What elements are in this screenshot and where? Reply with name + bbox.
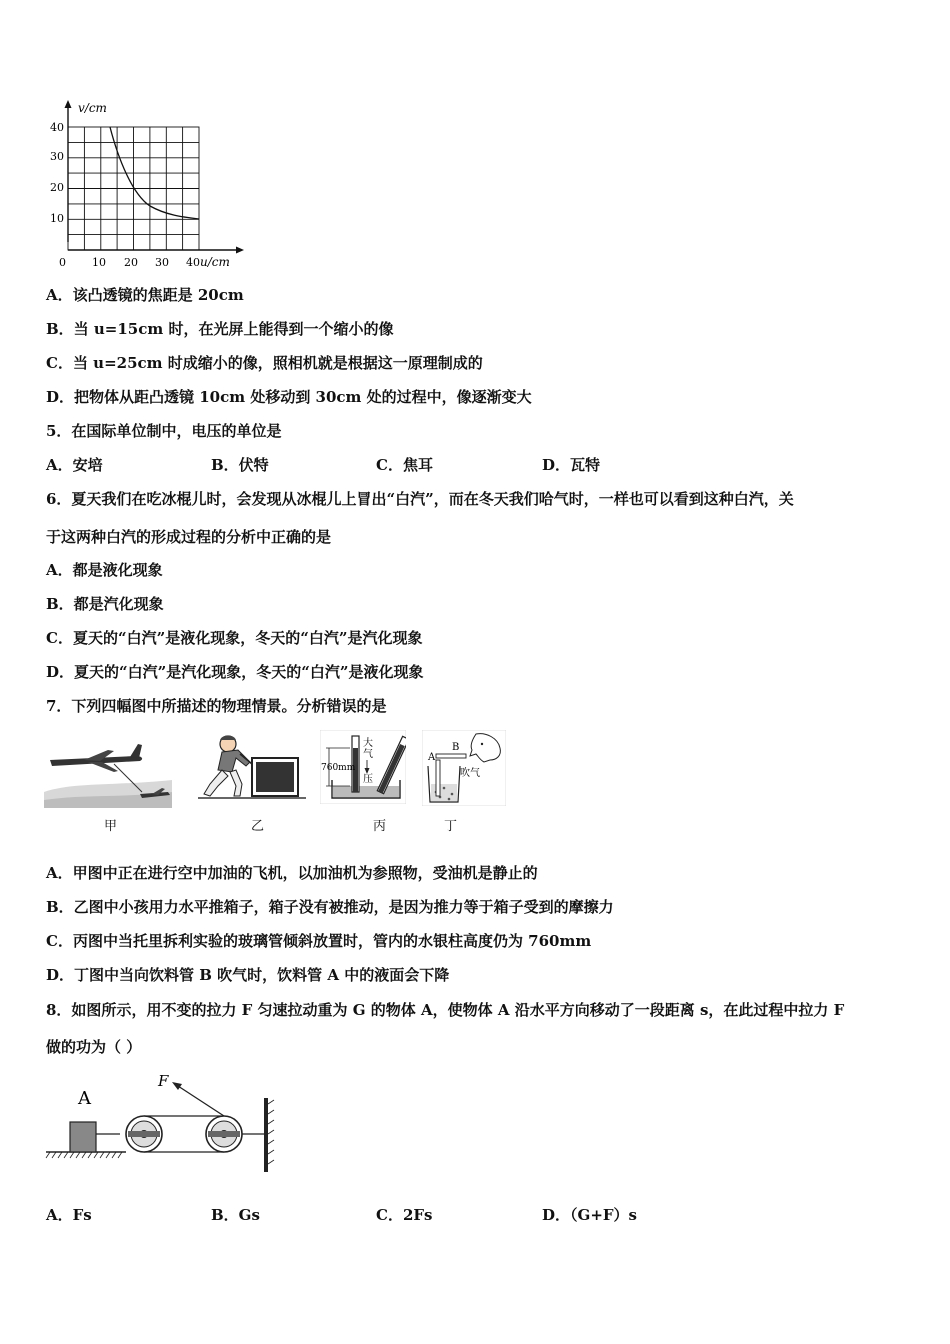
- q6-stem-line2: 于这两种白汽的形成过程的分析中正确的是: [46, 528, 332, 546]
- block-a: [70, 1122, 96, 1152]
- q8-option-b: B．Gs: [211, 1206, 260, 1224]
- y-axis-label: v/cm: [78, 101, 107, 115]
- fig-q8-pulley: [44, 1070, 276, 1174]
- q5-stem: 5．在国际单位制中，电压的单位是: [46, 422, 282, 440]
- svg-text:大: 大: [363, 738, 373, 749]
- q4-option-a: A．该凸透镜的焦距是 20cm: [46, 286, 244, 304]
- grid: [68, 127, 199, 250]
- ding-label-a: A: [428, 752, 436, 763]
- bing-height-label: 760mm: [321, 763, 356, 773]
- y-tick-20: 20: [50, 181, 64, 194]
- q8-option-c: C．2Fs: [376, 1206, 433, 1224]
- q8-stem-line1: 8．如图所示，用不变的拉力 F 匀速拉动重为 G 的物体 A，使物体 A 沿水平方向移动了一段距离 s，在此过程中拉力 F: [46, 1001, 845, 1019]
- y-tick-40: 40: [50, 121, 64, 134]
- q4-option-d: D．把物体从距凸透镜 10cm 处移动到 30cm 处的过程中，像逐渐变大: [46, 388, 532, 406]
- q5-option-c: C．焦耳: [376, 456, 433, 474]
- q7-option-c: C．丙图中当托里拆利实验的玻璃管倾斜放置时，管内的水银柱高度仍为 760mm: [46, 932, 592, 950]
- q8-options: [46, 1205, 746, 1225]
- q6-option-c: C．夏天的“白汽”是液化现象，冬天的“白汽”是汽化现象: [46, 629, 423, 647]
- fig-jia-refueling: [44, 730, 172, 808]
- x-tick-0: 0: [59, 256, 66, 269]
- x-axis-label: u/cm: [200, 255, 230, 269]
- q6-option-b: B．都是汽化现象: [46, 595, 164, 613]
- q4-option-b: B．当 u=15cm 时，在光屏上能得到一个缩小的像: [46, 320, 394, 338]
- ding-label-b: B: [452, 742, 460, 753]
- caption-yi: 乙: [251, 819, 265, 834]
- x-tick-30: 30: [155, 256, 169, 269]
- q5-option-a: A．安培: [46, 456, 103, 474]
- caption-bing: 丙: [373, 819, 387, 834]
- q7-stem: 7．下列四幅图中所描述的物理情景。分析错误的是: [46, 697, 387, 715]
- y-tick-30: 30: [50, 150, 64, 163]
- y-axis-arrow: [65, 100, 72, 108]
- x-tick-40: 40: [186, 256, 200, 269]
- q8-option-d: D．（G+F）s: [542, 1206, 637, 1224]
- y-tick-10: 10: [50, 212, 64, 225]
- ding-blow-label: 吹气: [460, 768, 480, 779]
- svg-text:气: 气: [363, 749, 373, 760]
- fig-bing-torricelli: [320, 730, 406, 804]
- fig-yi-pushing-box: [196, 730, 308, 802]
- fig-ding-straw: [422, 730, 506, 806]
- x-tick-20: 20: [124, 256, 138, 269]
- q7-option-b: B．乙图中小孩用力水平推箱子，箱子没有被推动，是因为推力等于箱子受到的摩擦力: [46, 898, 614, 916]
- caption-ding: 丁: [444, 819, 458, 834]
- image-distance-graph: [40, 96, 250, 274]
- svg-text:压: 压: [363, 774, 373, 785]
- block-a-label: A: [78, 1088, 91, 1109]
- caption-jia: 甲: [104, 819, 118, 834]
- force-f-label: F: [158, 1072, 169, 1090]
- q8-option-a: A．Fs: [46, 1206, 92, 1224]
- q7-option-a: A．甲图中正在进行空中加油的飞机，以加油机为参照物，受油机是静止的: [46, 864, 538, 882]
- q6-option-a: A．都是液化现象: [46, 561, 163, 579]
- q5-options: [46, 455, 746, 475]
- q6-option-d: D．夏天的“白汽”是汽化现象，冬天的“白汽”是液化现象: [46, 663, 424, 681]
- q7-option-d: D．丁图中当向饮料管 B 吹气时，饮料管 A 中的液面会下降: [46, 966, 450, 984]
- q8-stem-line2: 做的功为（ ）: [46, 1038, 142, 1056]
- x-tick-10: 10: [92, 256, 106, 269]
- x-axis-arrow: [236, 247, 244, 254]
- q4-option-c: C．当 u=25cm 时成缩小的像，照相机就是根据这一原理制成的: [46, 354, 483, 372]
- q5-option-b: B．伏特: [211, 456, 269, 474]
- q5-option-d: D．瓦特: [542, 456, 601, 474]
- q6-stem-line1: 6．夏天我们在吃冰棍儿时，会发现从冰棍儿上冒出“白汽”，而在冬天我们哈气时，一样也可以看到这种白汽，关: [46, 490, 794, 508]
